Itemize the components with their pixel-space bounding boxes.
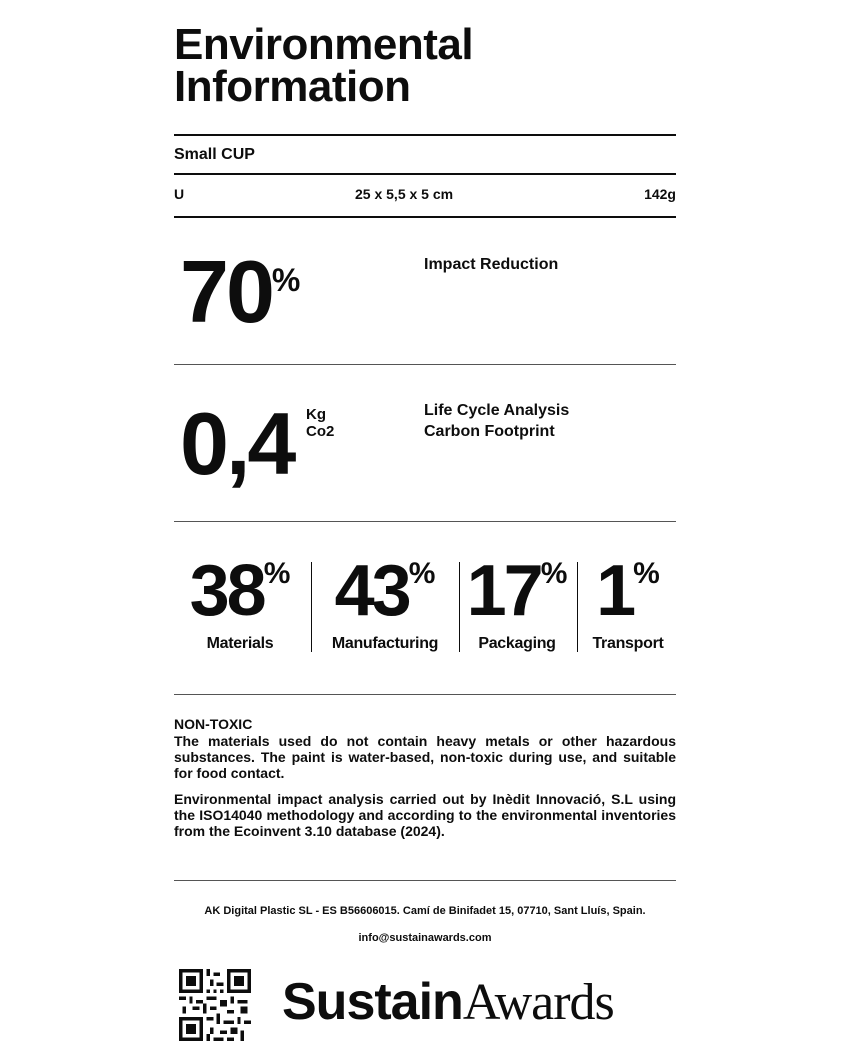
breakdown-percent-symbol: % — [540, 557, 568, 590]
product-name: Small CUP — [174, 146, 255, 163]
carbon-label — [424, 400, 569, 442]
divider — [174, 173, 676, 175]
product-weight: 142g — [644, 186, 676, 202]
carbon-unit-line-1: Kg — [306, 406, 326, 423]
divider — [174, 694, 676, 695]
breakdown-value: 17 — [466, 551, 541, 631]
notice-heading: NON-TOXIC — [174, 716, 253, 732]
carbon-unit — [306, 406, 334, 440]
breakdown-separator — [459, 562, 460, 652]
breakdown-value: 38 — [189, 551, 264, 631]
divider — [174, 216, 676, 218]
carbon-figure — [180, 394, 294, 493]
breakdown-percent-symbol: % — [408, 557, 436, 590]
breakdown-packaging — [462, 551, 572, 653]
brand-part-1: Sustain — [282, 973, 463, 1031]
divider — [174, 364, 676, 365]
breakdown-label: Transport — [592, 635, 664, 652]
divider — [174, 521, 676, 522]
breakdown-label: Manufacturing — [331, 635, 439, 652]
breakdown-separator — [577, 562, 578, 652]
carbon-label-line-1: Life Cycle Analysis — [424, 402, 570, 419]
breakdown-percent-symbol: % — [263, 557, 291, 590]
notice-paragraph-2: Environmental impact analysis carried out by Inèdit Innovació, S.L using the ISO14040 methodology and according to the environmental inventories from the Ecoinvent 3.10 database (2024). — [174, 791, 676, 839]
impact-value: 70 — [180, 242, 272, 341]
product-unit: U — [174, 186, 185, 202]
breakdown-label: Packaging — [478, 635, 556, 652]
brand-part-2: Awards — [462, 974, 614, 1031]
breakdown-separator — [311, 562, 312, 652]
contact-email[interactable]: info@sustainawards.com — [358, 932, 492, 944]
company-address: AK Digital Plastic SL - ES B56606015. Camí de Binifadet 15, 07710, Sant Lluís, Spain. — [204, 905, 646, 917]
carbon-label-line-2: Carbon Footprint — [424, 423, 555, 440]
impact-percent-symbol: % — [271, 262, 301, 298]
breakdown-percent-symbol: % — [633, 557, 660, 590]
notice-paragraph-1: The materials used do not contain heavy metals or other hazardous substances. The paint is water-based, non-toxic during use, and suitable for food contact. — [174, 733, 676, 781]
impact-figure — [180, 242, 301, 341]
breakdown-value: 1 — [596, 551, 634, 631]
divider — [174, 134, 676, 136]
product-dimensions: 25 x 5,5 x 5 cm — [355, 186, 454, 202]
carbon-unit-line-2: Co2 — [306, 423, 335, 440]
title-line-2: Information — [174, 62, 411, 111]
divider — [174, 880, 676, 881]
page-title — [174, 20, 474, 111]
title-line-1: Environmental — [174, 20, 474, 69]
breakdown-value: 43 — [334, 551, 409, 631]
breakdown-materials — [174, 551, 306, 653]
carbon-value: 0,4 — [180, 394, 294, 493]
breakdown-label: Materials — [206, 635, 274, 652]
breakdown-manufacturing — [314, 551, 456, 653]
breakdown-transport — [580, 551, 676, 653]
sustain-awards-logo — [282, 972, 614, 1033]
qr-code-icon — [179, 969, 251, 1041]
impact-label: Impact Reduction — [424, 256, 559, 273]
